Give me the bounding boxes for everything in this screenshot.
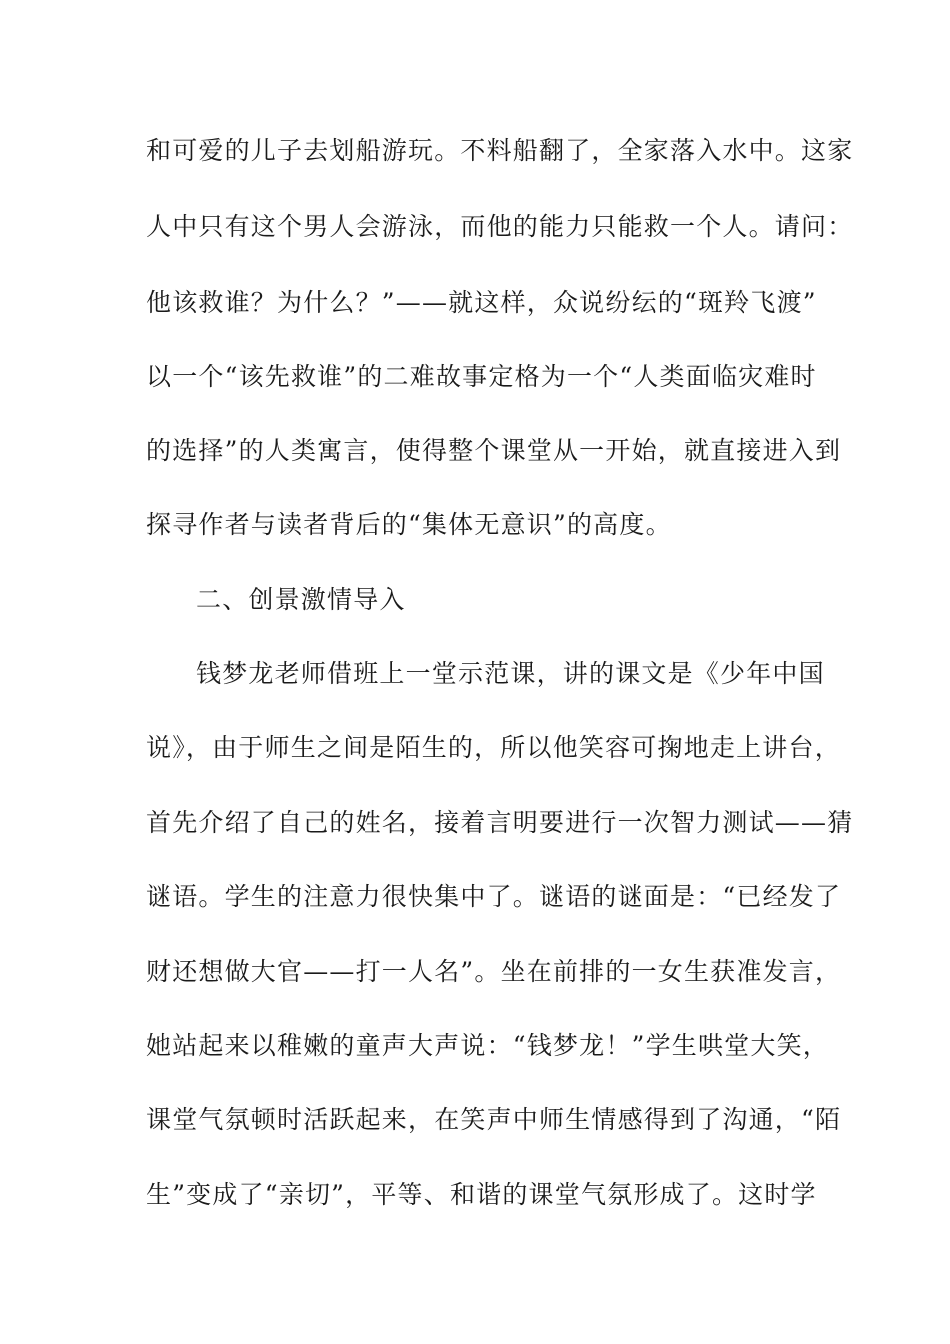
paragraph-line: 谜语。学生的注意力很快集中了。谜语的谜面是：“已经发了 — [146, 882, 842, 911]
paragraph-line: 钱梦龙老师借班上一堂示范课，讲的课文是《少年中国 — [196, 659, 825, 688]
paragraph-line: 他该救谁？为什么？”——就这样，众说纷纭的“斑羚飞渡” — [146, 288, 817, 317]
paragraph-line: 探寻作者与读者背后的“集体无意识”的高度。 — [146, 510, 672, 539]
paragraph-line: 和可爱的儿子去划船游玩。不料船翻了，全家落入水中。这家 — [146, 136, 854, 165]
paragraph-line: 的选择”的人类寓言，使得整个课堂从一开始，就直接进入到 — [146, 436, 842, 465]
paragraph-line: 首先介绍了自己的姓名，接着言明要进行一次智力测试——猜 — [146, 808, 854, 837]
paragraph-line: 以一个“该先救谁”的二难故事定格为一个“人类面临灾难时 — [146, 362, 817, 391]
section-heading: 二、创景激情导入 — [196, 585, 406, 614]
paragraph-line: 生”变成了“亲切”，平等、和谐的课堂气氛形成了。这时学 — [146, 1180, 817, 1209]
paragraph-line: 财还想做大官——打一人名”。坐在前排的一女生获准发言， — [146, 957, 842, 986]
paragraph-line: 人中只有这个男人会游泳，而他的能力只能救一个人。请问： — [146, 212, 854, 241]
paragraph-line: 她站起来以稚嫩的童声大声说：“钱梦龙！”学生哄堂大笑， — [146, 1031, 829, 1060]
paragraph-line: 说》，由于师生之间是陌生的，所以他笑容可掬地走上讲台， — [146, 733, 841, 762]
paragraph-line: 课堂气氛顿时活跃起来，在笑声中师生情感得到了沟通，“陌 — [146, 1105, 842, 1134]
